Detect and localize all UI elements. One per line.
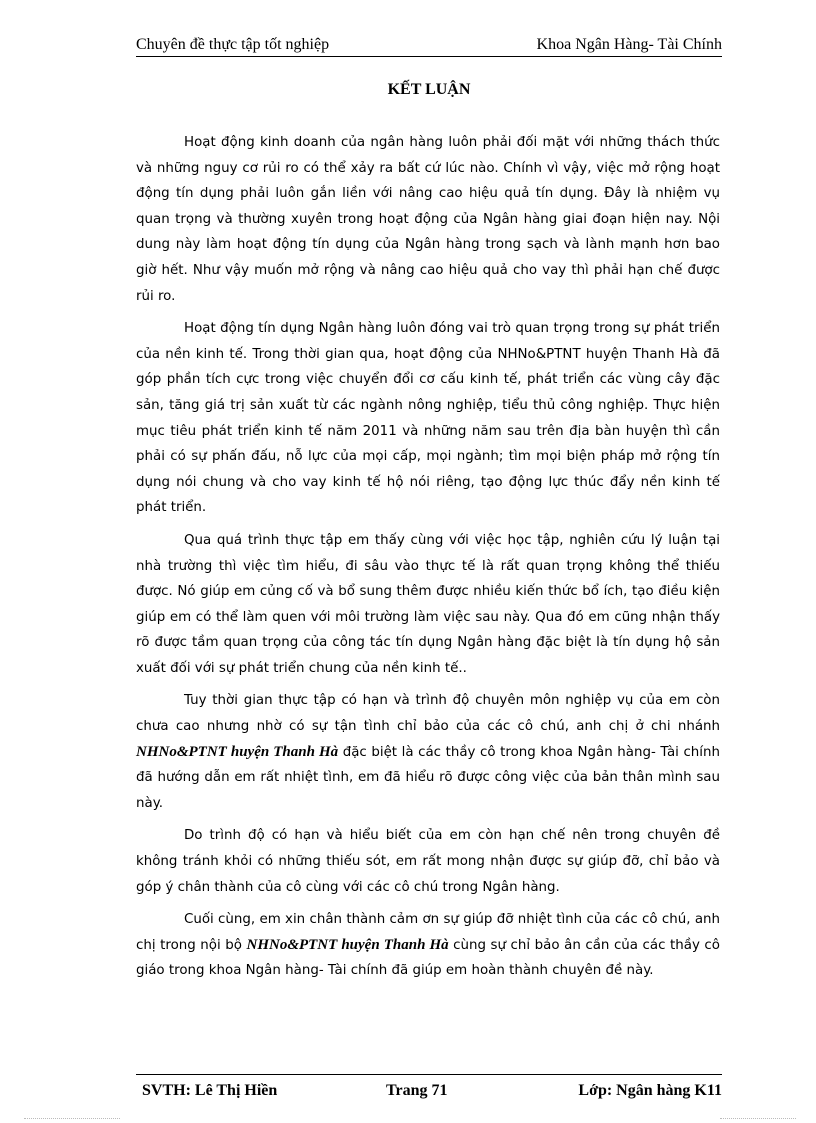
paragraph-4-text-start: Tuy thời gian thực tập có hạn và trình độ chuyên môn nghiệp vụ của em còn chưa cao nhưng nhờ có sự tận tình chỉ bảo của các cô chú, anh chị ở chi nhánh (136, 693, 720, 735)
footer-student: SVTH: Lê Thị Hiền (142, 1082, 278, 1099)
footer-page-number: Trang 71 (386, 1082, 448, 1099)
paragraph-5: Do trình độ có hạn và hiểu biết của em còn hạn chế nên trong chuyên đề không tránh khỏi có những thiếu sót, em rất mong nhận được sự giúp đỡ, chỉ bảo và góp ý chân thành của cô cùng với các cô chú trong Ngân hàng. (136, 828, 720, 895)
page-footer (136, 1074, 722, 1101)
paragraph-6-text-start: Cuối cùng, em xin chân thành cảm ơn sự giúp đỡ nhiệt tình của các cô chú, anh chị trong nội bộ (136, 912, 720, 953)
footer-class: Lớp: Ngân hàng K11 (578, 1082, 722, 1099)
paragraph-3: Qua quá trình thực tập em thấy cùng với việc học tập, nghiên cứu lý luận tại nhà trường thì việc tìm hiểu, đi sâu vào thực tế là rất quan trọng không thể thiếu được. Nó giúp em củng cố và bổ sung thêm được nhiều kiến thức bổ ích, tạo điều kiện giúp em có thể làm quen với môi trường làm việc sau này. Qua đó em cũng nhận thấy rõ được tầm quan trọng của công tác tín dụng Ngân hàng đặc biệt là tín dụng hộ sản xuất đối với sự phát triển chung của nền kinh tế.. (136, 532, 720, 676)
paragraph-6-branch-name: NHNo&PTNT huyện Thanh Hà (246, 936, 449, 953)
footer-dotted-line-left (24, 1118, 120, 1119)
header-thesis-title: Chuyên đề thực tập tốt nghiệp (136, 36, 330, 53)
paragraph-4-text-end: đặc biệt là các thầy cô trong khoa Ngân hàng- Tài chính đã hướng dẫn em rất nhiệt tình, em đã hiểu rõ được công việc của bản thân mình sau này. (136, 744, 720, 811)
page-header (136, 34, 722, 57)
paragraph-4-branch-name: NHNo&PTNT huyện Thanh Hà (136, 743, 339, 760)
header-faculty: Khoa Ngân Hàng- Tài Chính (536, 36, 722, 53)
document-body (136, 130, 720, 991)
footer-dotted-line-right (720, 1118, 796, 1119)
paragraph-6 (136, 907, 720, 984)
paragraph-1: Hoạt động kinh doanh của ngân hàng luôn phải đối mặt với những thách thức và những nguy cơ rủi ro có thể xảy ra bất cứ lúc nào. Chính vì vậy, việc mở rộng hoạt động tín dụng phải luôn gắn liền với nâng cao hiệu quả tín dụng. Đây là nhiệm vụ quan trọng và thường xuyên trong hoạt động của Ngân hàng giai đoạn hiện nay. Nội dung này làm hoạt động tín dụng của Ngân hàng trong sạch và lành mạnh hơn bao giờ hết. Như vậy muốn mở rộng và nâng cao hiệu quả cho vay thì phải hạn chế được rủi ro. (136, 135, 720, 304)
paragraph-6-text-end: cùng sự chỉ bảo ân cần của các thầy cô giáo trong khoa Ngân hàng- Tài chính đã giúp em hoàn thành chuyên đề này. (136, 937, 720, 979)
paragraph-2: Hoạt động tín dụng Ngân hàng luôn đóng vai trò quan trọng trong sự phát triển của nền kinh tế. Trong thời gian qua, hoạt động của NHNo&PTNT huyện Thanh Hà đã góp phần tích cực trong việc chuyển đổi cơ cấu kinh tế, phát triển các vùng cây đặc sản, tăng giá trị sản xuất từ các ngành nông nghiệp, tiểu thủ công nghiệp. Thực hiện mục tiêu phát triển kinh tế năm 2011 và những năm sau trên địa bàn huyện thì cần phải có sự phấn đấu, nỗ lực của mọi cấp, mọi ngành; tìm mọi biện pháp mở rộng tín dụng nói chung và cho vay kinh tế hộ nói riêng, tạo động lực thúc đẩy nền kinh tế phát triển. (136, 321, 720, 516)
page-title: KẾT LUẬN (387, 81, 471, 98)
paragraph-4 (136, 688, 720, 816)
